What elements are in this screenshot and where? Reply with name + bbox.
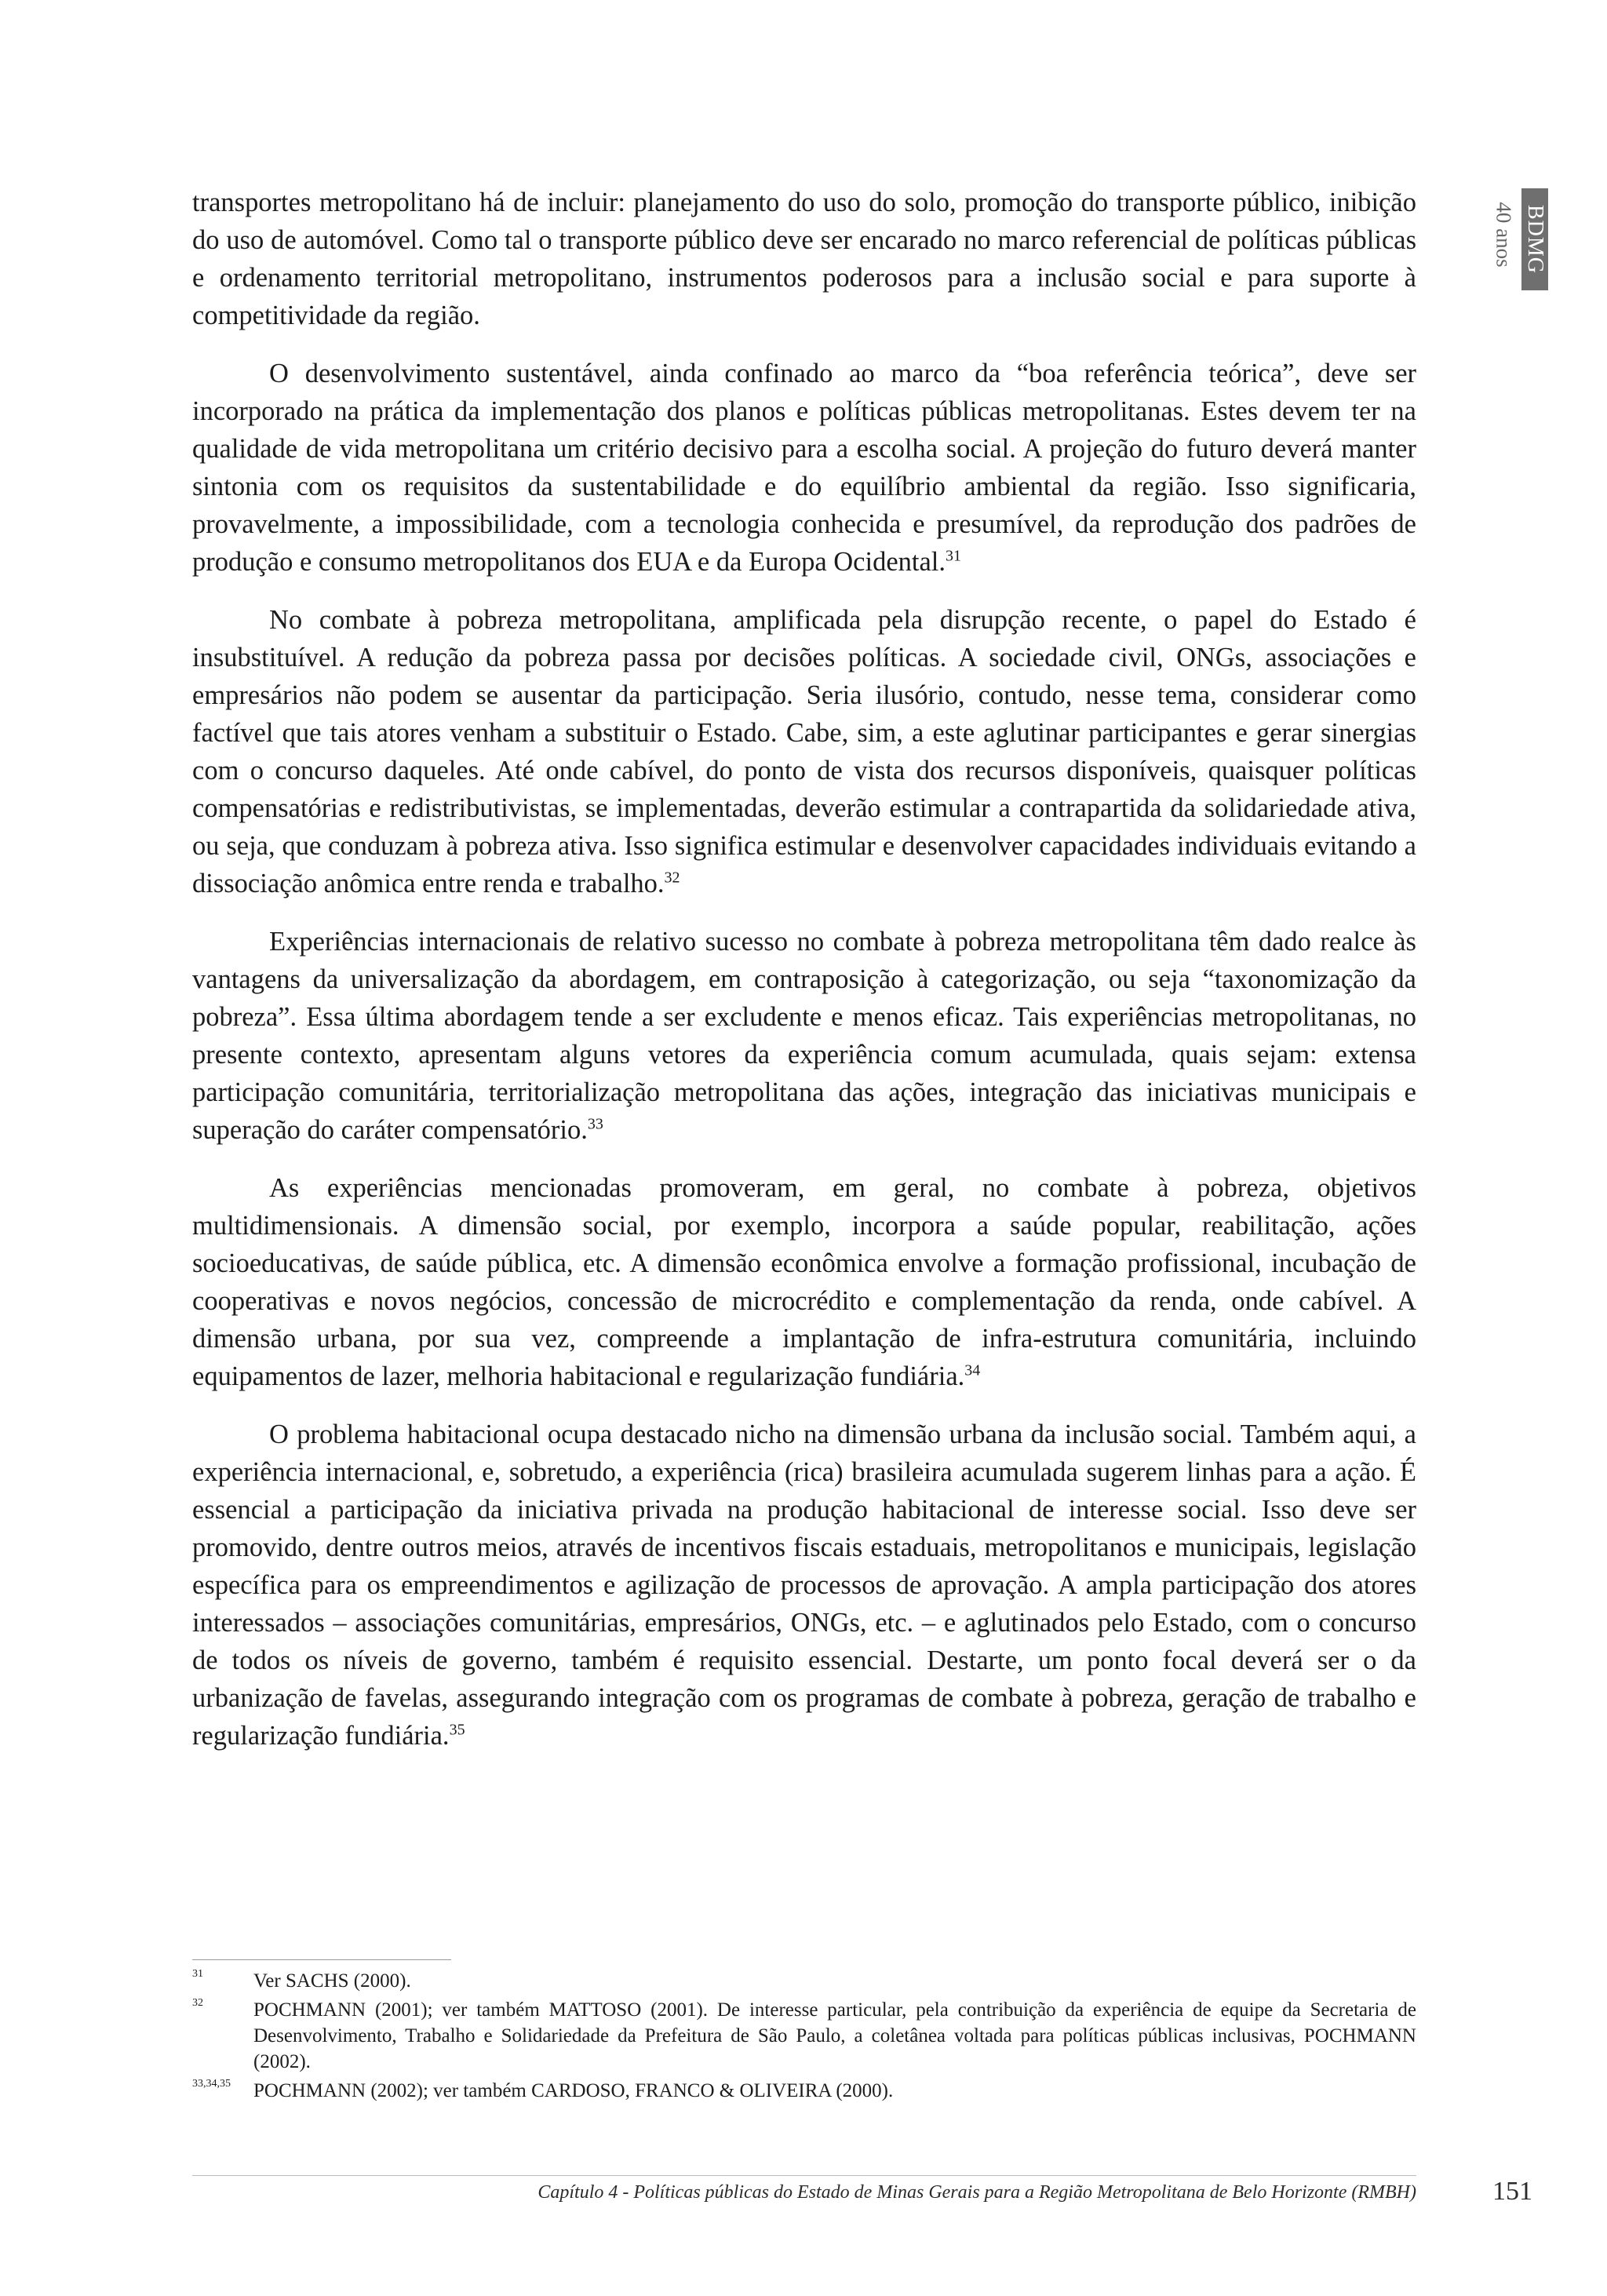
footnote-ref-34: 34: [964, 1361, 981, 1379]
paragraph-2: O desenvolvimento sustentável, ainda confinado ao marco da “boa referência teórica”, deve ser incorporado na prática da implementação dos planos e políticas públicas metropolitanas. Estes devem ter na qualidade de vida metropolitana um critério decisivo para a escolha social. A projeção do futuro deverá manter sintonia com os requisitos da sustentabilidade e do equilíbrio ambiental da região. Isso significaria, provavelmente, a impossibilidade, com a tecnologia conhecida e presumível, da reprodução dos padrões de produção e consumo metropolitanos dos EUA e da Europa Ocidental.$^{31}$: [192, 359, 1416, 577]
paragraph-1: transportes metropolitano há de incluir: planejamento do uso do solo, promoção do transporte público, inibição do uso de automóvel. Como tal o transporte público deve ser encarado no marco referencial de políticas públicas e ordenamento territorial metropolitano, instrumentos poderosos para a inclusão social e para suporte à competitividade da região.: [192, 188, 1416, 330]
footnote-ref-35: 35: [449, 1721, 465, 1739]
footnote: [192, 1968, 1416, 1994]
footnote-ref-31: 31: [946, 547, 962, 565]
side-tab-subtitle: 40 anos: [1492, 202, 1516, 268]
paragraph-6: O problema habitacional ocupa destacado nicho na dimensão urbana da inclusão social. Também aqui, a experiência internacional, e, sobretudo, a experiência (rica) brasileira acumulada sugerem linhas para a ação. É essencial a participação da iniciativa privada na produção habitacional de interesse social. Isso deve ser promovido, dentre outros meios, através de incentivos fiscais estaduais, metropolitanos e municipais, legislação específica para os empreendimentos e agilização de processos de aprovação. A ampla participação dos atores interessados – associações comunitárias, empresários, ONGs, etc. – e aglutinados pelo Estado, com o concurso de todos os níveis de governo, também é requisito essencial. Destarte, um ponto focal deverá ser o da urbanização de favelas, assegurando integração com os programas de combate à pobreza, geração de trabalho e regularização fundiária.$^{35}$: [192, 1420, 1416, 1751]
paragraph-4: Experiências internacionais de relativo sucesso no combate à pobreza metropolitana têm dado realce às vantagens da universalização da abordagem, em contraposição à categorização, ou seja “taxonomização da pobreza”. Essa última abordagem tende a ser excludente e menos eficaz. Tais experiências metropolitanas, no presente contexto, apresentam alguns vetores da experiência comum acumulada, quais sejam: extensa participação comunitária, territorialização metropolitana das ações, integração das iniciativas municipais e superação do caráter compensatório.$^{33}$: [192, 927, 1416, 1145]
footnote-number: 33,34,35: [192, 2078, 231, 2090]
side-tab-subtitle-box: [1492, 191, 1515, 278]
footer-divider: [192, 2175, 1416, 2176]
footnote-text: POCHMANN (2002); ver também CARDOSO, FRANCO & OLIVEIRA (2000).: [253, 2080, 894, 2101]
footnote-text: Ver SACHS (2000).: [253, 1970, 411, 1992]
side-tab-brand-box: [1521, 188, 1548, 290]
footnote-ref-32: 32: [664, 869, 680, 887]
footnote-ref-33: 33: [587, 1115, 603, 1133]
footnote-number: 32: [192, 1997, 203, 2009]
body-text: [192, 184, 1416, 1775]
footnote: [192, 2078, 1416, 2104]
paragraph-3: No combate à pobreza metropolitana, amplificada pela disrupção recente, o papel do Estado é insubstituível. A redução da pobreza passa por decisões políticas. A sociedade civil, ONGs, associações e empresários não podem se ausentar da participação. Seria ilusório, contudo, nesse tema, considerar como factível que tais atores venham a substituir o Estado. Cabe, sim, a este aglutinar participantes e gerar sinergias com o concurso daqueles. Até onde cabível, do ponto de vista dos recursos disponíveis, quaisquer políticas compensatórias e redistributivistas, se implementadas, deverão estimular a contrapartida da solidariedade ativa, ou seja, que conduzam à pobreza ativa. Isso significa estimular e desenvolver capacidades individuais evitando a dissociação anômica entre renda e trabalho.$^{32}$: [192, 605, 1416, 898]
side-tab-brand: BDMG: [1523, 204, 1547, 275]
side-tab: [1493, 188, 1572, 290]
footnote-number: 31: [192, 1968, 203, 1980]
footnote-text: POCHMANN (2001); ver também MATTOSO (2001). De interesse particular, pela contribuição da experiência de equipe da Secretaria de Desenvolvimento, Trabalho e Solidariedade da Prefeitura de São Paulo, a coletânea voltada para políticas públicas inclusivas, POCHMANN (2002).: [253, 1999, 1416, 2072]
footnote-divider: [192, 1959, 451, 1960]
page-number: 151: [1492, 2177, 1532, 2206]
footnotes: [192, 1968, 1416, 2107]
paragraph-5: As experiências mencionadas promoveram, em geral, no combate à pobreza, objetivos multidimensionais. A dimensão social, por exemplo, incorpora a saúde popular, reabilitação, ações socioeducativas, de saúde pública, etc. A dimensão econômica envolve a formação profissional, incubação de cooperativas e novos negócios, concessão de microcrédito e complementação da renda, onde cabível. A dimensão urbana, por sua vez, compreende a implantação de infra-estrutura comunitária, incluindo equipamentos de lazer, melhoria habitacional e regularização fundiária.$^{34}$: [192, 1173, 1416, 1391]
chapter-footer: Capítulo 4 - Políticas públicas do Estado de Minas Gerais para a Região Metropolitana de Belo Horizonte (RMBH): [537, 2182, 1416, 2203]
footnote: [192, 1997, 1416, 2075]
